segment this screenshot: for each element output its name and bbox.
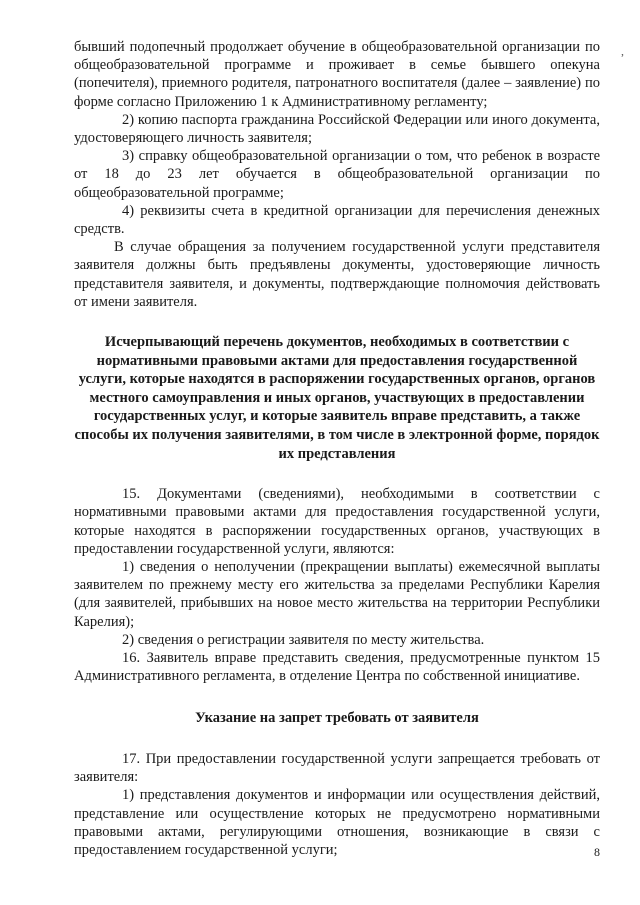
paragraph-continuation: бывший подопечный продолжает обучение в общеобразовательной организации по общеобразовательной программе и проживает в семье бывшего опекуна (попечителя), приемного родителя, патронатного воспитателя (далее – заявление) по форме согласно Приложению 1 к Административному регламенту;: [74, 39, 600, 110]
paragraph-16: 16. Заявитель вправе представить сведения, предусмотренные пунктом 15 Административного регламента, в отделение Центра по собственной инициативе.: [74, 650, 600, 685]
section-heading-prohibition: Указание на запрет требовать от заявителя: [195, 710, 479, 727]
section-heading-documents-list: Исчерпывающий перечень документов, необходимых в соответствии с нормативными правовыми актами для предоставления государственной услуги, которые находятся в распоряжении государственных органов, органов местного самоуправления и иных органов, участвующих в предоставлении государственных услуг, и которые заявитель вправе представить, а также способы их получения заявителями, в том числе в электронной форме, порядок их представления: [74, 334, 600, 462]
list-item-passport: 2) копию паспорта гражданина Российской Федерации или иного документа, удостоверяющего личность заявителя;: [74, 111, 600, 147]
paragraph-15: 15. Документами (сведениями), необходимыми в соответствии с нормативными правовыми актами для предоставления государственной услуги, которые находятся в распоряжении государственных органов, участвующих в предоставлении государственной услуги, являются:: [74, 486, 600, 557]
margin-mark: ,: [621, 44, 624, 58]
list-item-prohibited-documents: 1) представления документов и информации или осуществления действий, представление или осуществление которых не предусмотрено нормативными правовыми актами, регулирующими отношения, возникающие в связи с предоставлением государственной услуги;: [74, 787, 600, 859]
list-item-registration-info: 2) сведения о регистрации заявителя по месту жительства.: [122, 631, 485, 648]
document-body: [74, 38, 600, 859]
list-item-school-certificate: 3) справку общеобразовательной организации о том, что ребенок в возрасте от 18 до 23 лет обучается в общеобразовательной организации по общеобразовательной программе;: [74, 148, 600, 201]
paragraph-representative: В случае обращения за получением государственной услуги представителя заявителя должны быть предъявлены документы, удостоверяющие личность представителя заявителя, и документы, подтверждающие полномочия действовать от имени заявителя.: [74, 239, 600, 310]
list-item-non-receipt-info: 1) сведения о неполучении (прекращении выплаты) ежемесячной выплаты заявителем по прежнему месту его жительства за пределами Республики Карелия (для заявителей, прибывших на новое место жительства на территории Республики Карелия);: [74, 559, 600, 630]
list-item-bank-details: 4) реквизиты счета в кредитной организации для перечисления денежных средств.: [74, 202, 600, 238]
paragraph-17: 17. При предоставлении государственной услуги запрещается требовать от заявителя:: [74, 751, 600, 786]
page-number: 8: [594, 845, 600, 859]
